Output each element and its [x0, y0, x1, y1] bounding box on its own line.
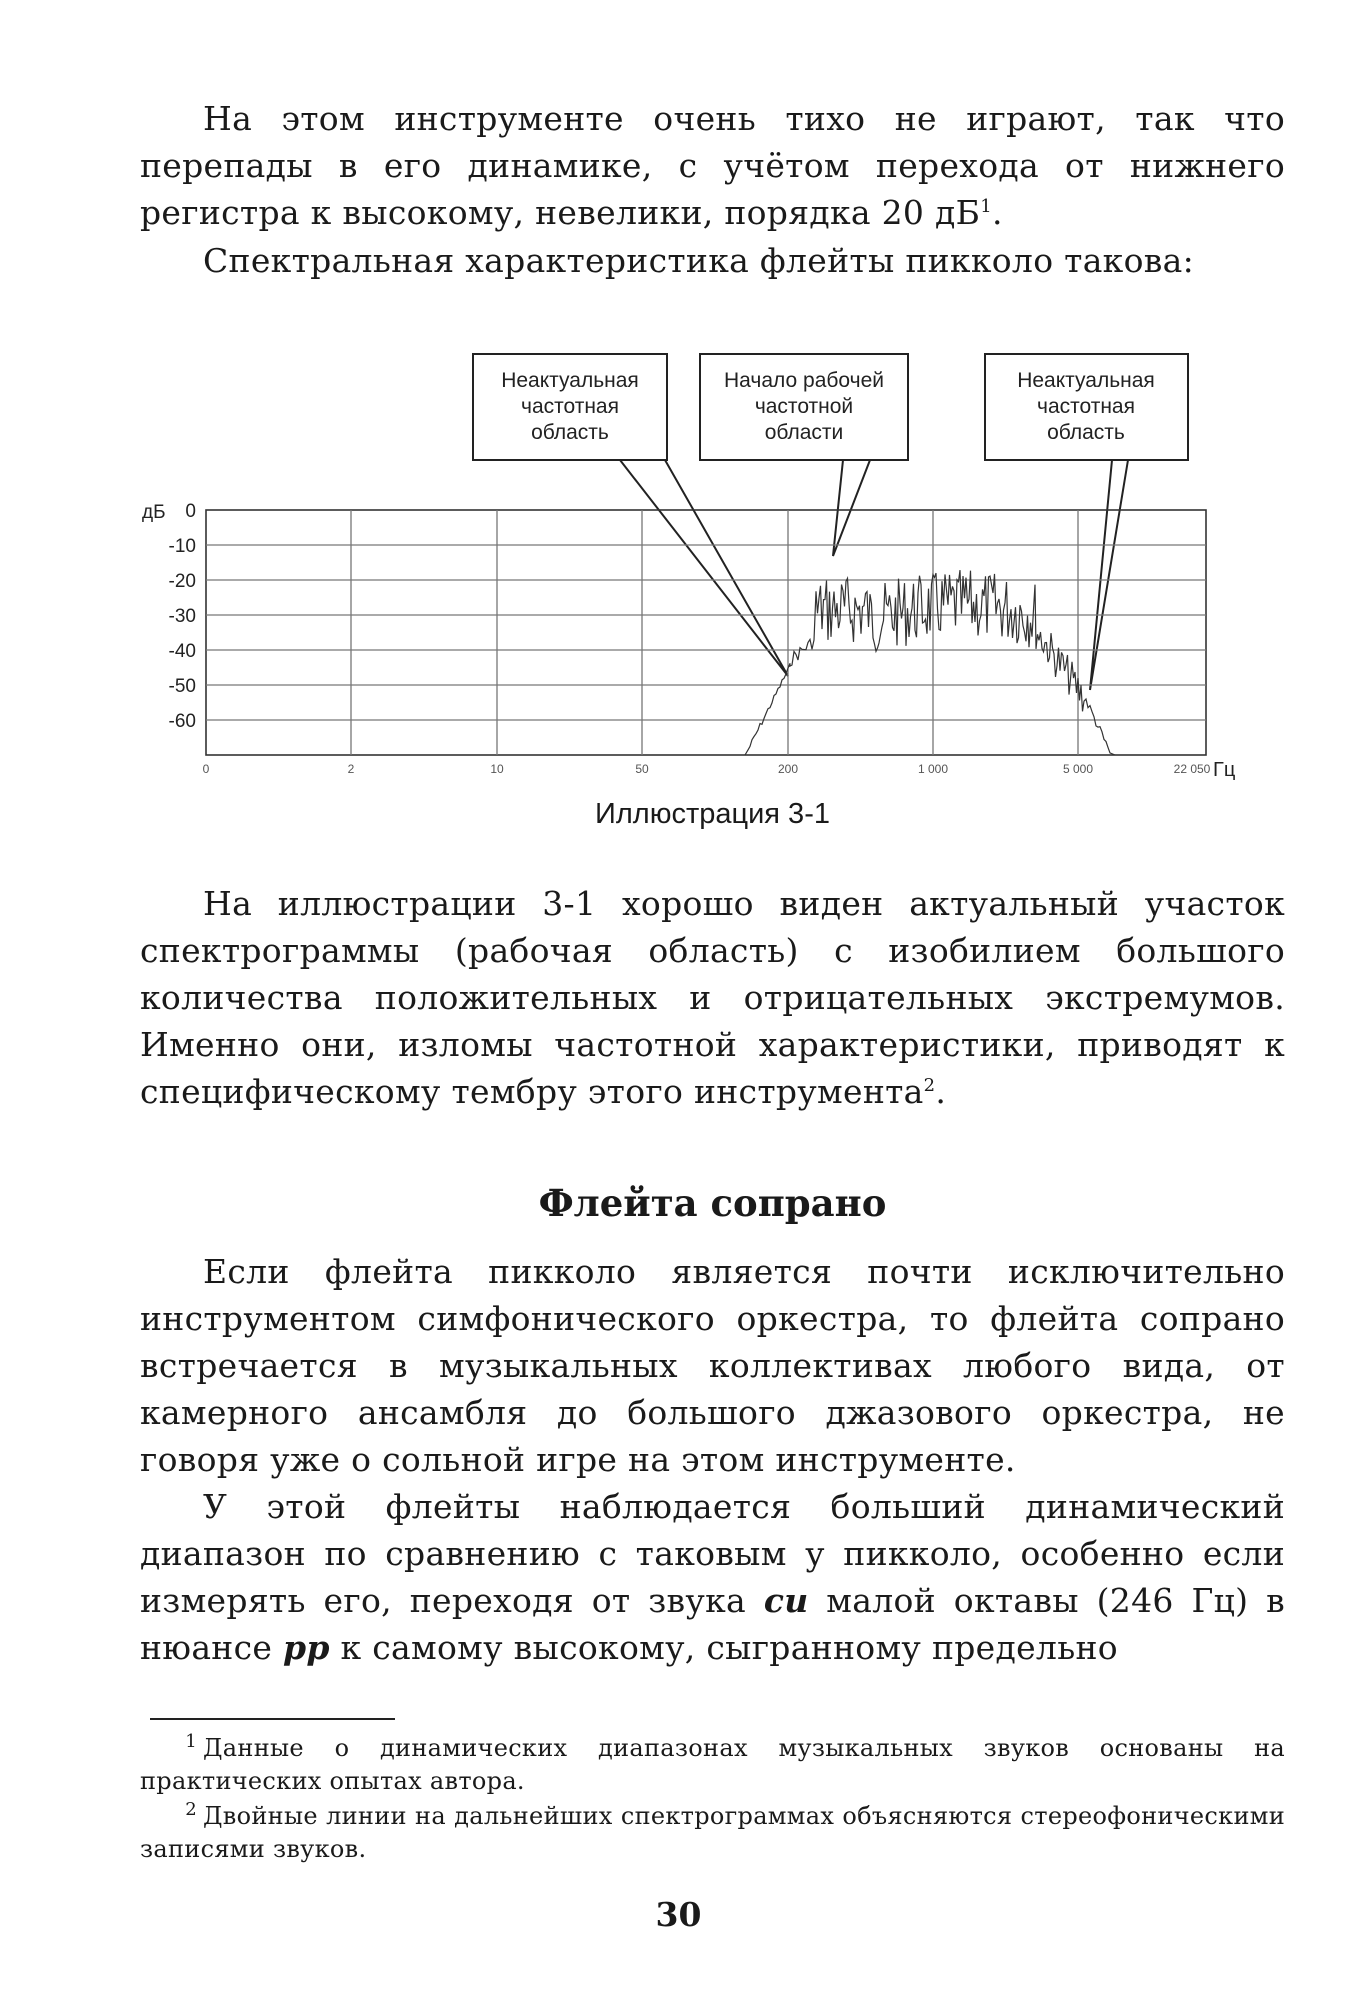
callout-box-left: [473, 354, 667, 460]
footnote-ref-2[interactable]: 2: [923, 1075, 936, 1096]
x-tick: 0: [202, 762, 210, 776]
paragraph-end: .: [991, 193, 1003, 232]
x-tick: 50: [635, 762, 649, 776]
y-tick: -20: [168, 571, 196, 592]
footnote-text: Данные о динамических диапазонах музыкальных звуков основаны на практических опытах автора.: [140, 1734, 1285, 1795]
x-tick: 5 000: [1062, 762, 1094, 776]
callout-pointer-middle: [833, 460, 870, 556]
figure-caption: Иллюстрация 3-1: [595, 798, 830, 830]
footnote-divider: [150, 1718, 395, 1720]
y-tick: -50: [168, 676, 196, 697]
callout-middle-line2: частотной: [754, 395, 854, 418]
footnote-text: Двойные линии на дальнейших спектрограммах объясняются стереофоническими записями звуков.: [140, 1802, 1285, 1863]
y-tick: -10: [168, 536, 196, 557]
callout-box-right: [985, 354, 1188, 460]
y-axis-unit: дБ: [142, 502, 166, 523]
x-tick: 1 000: [917, 762, 949, 776]
callout-pointer-right: [1090, 460, 1128, 690]
callout-left-line3: область: [531, 421, 609, 444]
y-tick: 0: [185, 501, 196, 522]
x-axis-unit: Гц: [1213, 759, 1236, 781]
x-tick: 10: [490, 762, 504, 776]
spectrum-chart: [130, 330, 1280, 810]
callout-middle-line3: области: [764, 421, 844, 444]
paragraph-text: У этой флейты наблюдается больший динамический диапазон по сравнению с таковым у пикколо, особенно если измерять его, переходя от звука: [140, 1487, 1285, 1620]
x-tick: 22 050: [1173, 762, 1211, 776]
y-axis-ticks: [169, 501, 196, 732]
plot-grid: [206, 510, 1206, 755]
callout-right-line3: область: [1047, 421, 1125, 444]
callout-left-line2: частотная: [521, 395, 619, 418]
note-name: си: [763, 1581, 809, 1620]
paragraph-text: к самому высокому, сыгранному предельно: [329, 1628, 1118, 1667]
footnote-1: [140, 1732, 1285, 1798]
footnote-2: [140, 1800, 1285, 1866]
y-tick: -60: [168, 711, 196, 732]
footnote-number: 1: [185, 1731, 197, 1752]
paragraph-text: На этом инструменте очень тихо не играют, так что перепады в его динамике, с учётом перехода от нижнего регистра к высокому, невелики, порядка 20 дБ: [140, 99, 1285, 232]
paragraph-end: .: [935, 1072, 947, 1111]
footnote-number: 2: [185, 1799, 197, 1820]
section-heading: Флейта сопрано: [538, 1181, 887, 1225]
spectrum-trace: [745, 570, 1115, 755]
dynamic-marking: pp: [283, 1628, 330, 1667]
callout-box-middle: [700, 354, 908, 460]
callout-left-line1: Неактуальная: [501, 369, 639, 392]
paragraph-soprano-intro: [140, 1248, 1285, 1483]
x-tick: 200: [777, 762, 799, 776]
x-axis-ticks: [203, 762, 1211, 776]
paragraph-dynamics: [140, 95, 1285, 236]
callout-pointer-left: [620, 460, 788, 676]
paragraph-text: На иллюстрации 3-1 хорошо виден актуальный участок спектрограммы (рабочая область) с изобилием большого количества положительных и отрицательных экстремумов. Именно они, изломы частотной характеристики, приводят к специфическому тембру этого инструмента: [140, 884, 1285, 1111]
callout-right-line2: частотная: [1037, 395, 1135, 418]
page-number: 30: [655, 1895, 702, 1934]
footnote-ref-1[interactable]: 1: [980, 196, 992, 217]
callout-middle-line1: Начало рабочей: [724, 369, 884, 392]
y-tick: -30: [168, 606, 196, 627]
y-tick: -40: [168, 641, 196, 662]
callout-right-line1: Неактуальная: [1017, 369, 1155, 392]
paragraph-soprano-range: [140, 1483, 1285, 1671]
paragraph-analysis: [140, 880, 1285, 1115]
spectrum-figure: [130, 330, 1280, 810]
paragraph-text: Спектральная характеристика флейты пикколо такова:: [203, 241, 1195, 280]
paragraph-text: Если флейта пикколо является почти исключительно инструментом симфонического оркестра, то флейта сопрано встречается в музыкальных коллективах любого вида, от камерного ансамбля до большого джазового оркестра, не говоря уже о сольной игре на этом инструменте.: [140, 1252, 1285, 1479]
paragraph-text: малой октавы (246 Гц) в нюансе: [140, 1581, 1286, 1667]
x-tick: 2: [347, 762, 355, 776]
paragraph-spectrum-intro: [140, 237, 1285, 284]
